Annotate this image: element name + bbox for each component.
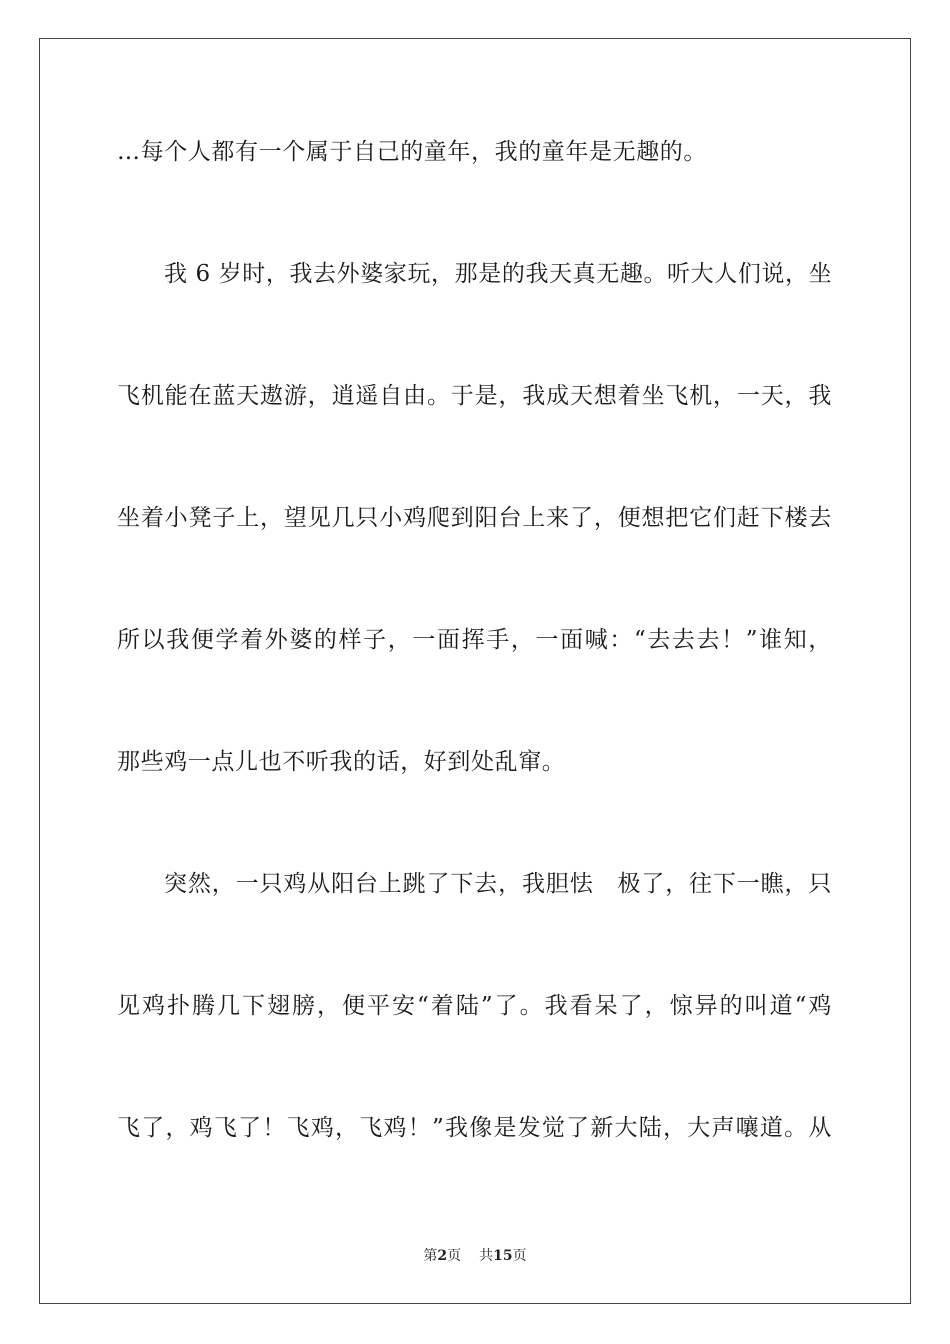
text-line-4: 坐着小凳子上，望见几只小鸡爬到阳台上来了，便想把它们赶下楼去 (117, 505, 832, 531)
total-suffix: 页 (512, 1248, 527, 1264)
text-line-1: …每个人都有一个属于自己的童年，我的童年是无趣的。 (117, 139, 707, 165)
text-line-2: 我 6 岁时，我去外婆家玩，那是的我天真无趣。听大人们说，坐 (164, 261, 833, 287)
page-number: 2 (437, 1248, 448, 1264)
page-footer (0, 1247, 950, 1265)
page-prefix: 第 (423, 1248, 438, 1264)
text-line-7: 突然，一只鸡从阳台上跳了下去，我胆怯 极了，往下一瞧，只 (164, 871, 832, 897)
page-suffix: 页 (447, 1248, 462, 1264)
text-line-6: 那些鸡一点儿也不听我的话，好到处乱窜。 (117, 749, 566, 775)
text-line-8: 见鸡扑腾几下翅膀，便平安“着陆”了。我看呆了，惊异的叫道“鸡 (117, 993, 832, 1019)
text-line-5: 所以我便学着外婆的样子，一面挥手，一面喊：“去去去！”谁知， (117, 627, 832, 653)
text-line-9: 飞了，鸡飞了！飞鸡，飞鸡！”我像是发觉了新大陆，大声嚷道。从 (117, 1115, 832, 1141)
total-prefix: 共 (479, 1248, 494, 1264)
text-line-3: 飞机能在蓝天遨游，逍遥自由。于是，我成天想着坐飞机，一天，我 (117, 383, 832, 409)
total-pages: 15 (493, 1248, 513, 1264)
